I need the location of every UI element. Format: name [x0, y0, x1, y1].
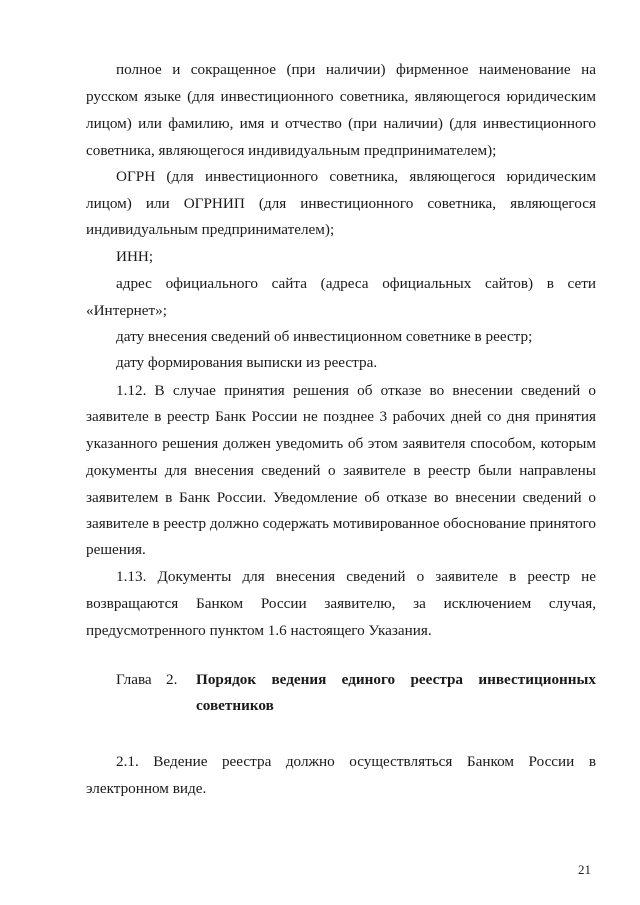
text-line: дату внесения сведений об инвестиционном советнике в реестр;	[116, 328, 533, 345]
text-line: лицом) или ОГРНИП (для инвестиционного советника, являющегося	[86, 195, 596, 212]
text-line: адрес официального сайта (адреса официальных сайтов) в сети	[116, 275, 596, 292]
text-line: предусмотренного пунктом 1.6 настоящего Указания.	[86, 622, 432, 639]
text-line: индивидуальным предпринимателем);	[86, 221, 335, 238]
text-line: 1.13. Документы для внесения сведений о заявителе в реестр не	[116, 568, 596, 585]
text-line: заявителе в реестр Банк России не позднее 3 рабочих дней со дня принятия	[86, 408, 596, 425]
text-line: лицом) или фамилию, имя и отчество (при наличии) (для инвестиционного	[86, 115, 596, 132]
text-line: заявителем в Банк России. Уведомление об отказе во внесении сведений о	[86, 489, 596, 506]
chapter-title: Порядок ведения единого реестра инвестиционных	[196, 671, 596, 688]
text-line: русском языке (для инвестиционного советника, являющегося юридическим	[86, 88, 596, 105]
text-line: советника, являющегося индивидуальным предпринимателем);	[86, 142, 497, 159]
text-line: 2.1. Ведение реестра должно осуществляться Банком России в	[116, 753, 596, 770]
text-line: заявителе в реестр должно содержать мотивированное обоснование принятого	[86, 515, 597, 532]
text-line: документы для внесения сведений о заявителе в реестр были направлены	[86, 462, 596, 479]
text-line: возвращаются Банком России заявителю, за исключением случая,	[86, 595, 596, 612]
text-line: дату формирования выписки из реестра.	[116, 354, 378, 371]
chapter-label: Глава	[116, 671, 152, 688]
text-line: решения.	[86, 541, 146, 558]
chapter-number: 2.	[166, 671, 178, 688]
chapter-title-continued: советников	[196, 697, 274, 714]
text-line: электронном виде.	[86, 780, 207, 797]
text-line: указанного решения должен уведомить об этом заявителя способом, которым	[86, 435, 596, 452]
text-line: «Интернет»;	[86, 302, 167, 319]
text-line: ОГРН (для инвестиционного советника, являющегося юридическим	[116, 168, 596, 185]
page-number: 21	[578, 862, 591, 877]
text-line: 1.12. В случае принятия решения об отказе во внесении сведений о	[116, 382, 596, 399]
text-line: ИНН;	[116, 248, 154, 265]
text-line: полное и сокращенное (при наличии) фирменное наименование на	[116, 61, 596, 78]
